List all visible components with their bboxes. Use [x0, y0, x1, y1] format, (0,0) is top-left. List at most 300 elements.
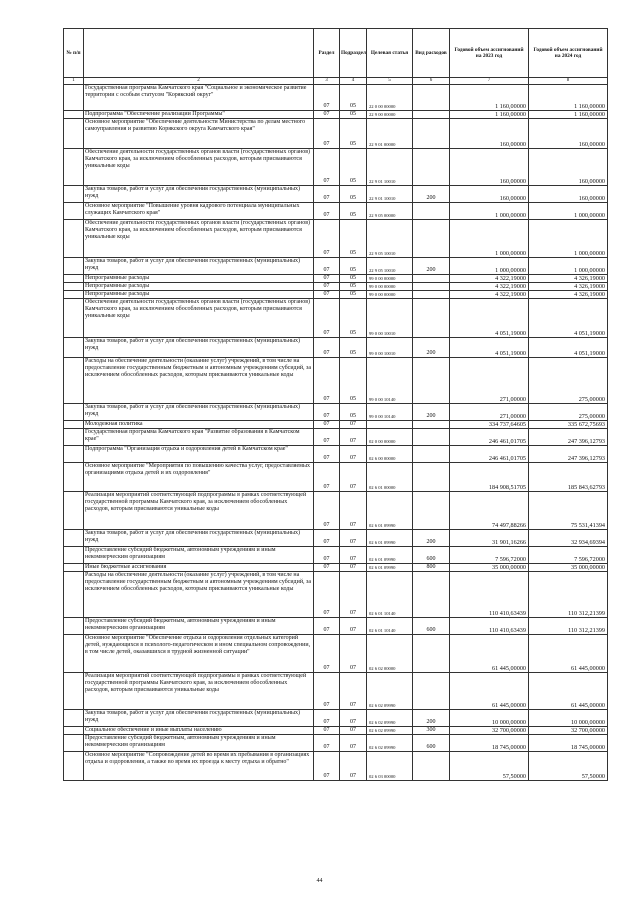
subsection-cell: 05 — [340, 149, 367, 186]
target-article-cell: 02 6 01 00000 — [367, 463, 413, 492]
table-row — [64, 618, 608, 635]
table-header-row — [64, 29, 608, 78]
row-number-cell — [64, 299, 84, 338]
row-name-cell: Закупка товаров, работ и услуг для обеспечения государственных (муниципальных) нужд — [84, 186, 314, 203]
expense-type-cell — [413, 463, 450, 492]
allocation-2024-cell: 75 531,41394 — [529, 492, 608, 530]
allocation-2023-cell: 4 051,19000 — [450, 299, 529, 338]
target-article-cell — [367, 421, 413, 429]
allocation-2023-cell: 1 160,00000 — [450, 85, 529, 111]
row-name-cell: Подпрограмма "Организация отдыха и оздоровления детей в Камчатском крае" — [84, 446, 314, 463]
column-number: 6 — [413, 78, 450, 85]
allocation-2024-cell: 4 051,19000 — [529, 299, 608, 338]
target-article-cell: 02 6 01 10140 — [367, 618, 413, 635]
row-name-cell: Расходы на обеспечение деятельности (оказание услуг) учреждений, в том числе на предоставление государственным бюджетным и автономным учреждениям субсидий, за исключением обособленных расходов, которым присваиваются уникальные коды — [84, 572, 314, 618]
section-cell: 07 — [314, 119, 340, 149]
table-row — [64, 735, 608, 752]
row-number-cell — [64, 404, 84, 421]
allocation-2023-cell: 4 322,19000 — [450, 275, 529, 283]
subsection-cell: 05 — [340, 404, 367, 421]
target-article-cell: 02 0 00 00000 — [367, 429, 413, 446]
allocation-2023-cell: 184 908,51705 — [450, 463, 529, 492]
budget-table-sheet — [63, 28, 607, 781]
allocation-2023-cell: 31 901,16266 — [450, 530, 529, 547]
expense-type-cell — [413, 149, 450, 186]
subsection-cell: 05 — [340, 111, 367, 119]
table-row — [64, 492, 608, 530]
allocation-2023-cell: 160,00000 — [450, 186, 529, 203]
row-number-cell — [64, 85, 84, 111]
row-number-cell — [64, 149, 84, 186]
table-row — [64, 421, 608, 429]
allocation-2023-cell: 61 445,00000 — [450, 635, 529, 673]
allocation-2024-cell: 7 596,72000 — [529, 547, 608, 564]
table-row — [64, 727, 608, 735]
allocation-2024-cell: 247 396,12793 — [529, 446, 608, 463]
target-article-cell: 22 0 00 00000 — [367, 85, 413, 111]
row-number-cell — [64, 111, 84, 119]
target-article-cell: 02 6 02 09990 — [367, 710, 413, 727]
subsection-cell: 07 — [340, 429, 367, 446]
subsection-cell: 07 — [340, 530, 367, 547]
allocation-2024-cell: 4 326,19000 — [529, 275, 608, 283]
row-number-cell — [64, 572, 84, 618]
column-number: 7 — [450, 78, 529, 85]
subsection-cell: 05 — [340, 275, 367, 283]
row-number-cell — [64, 429, 84, 446]
row-name-cell: Предоставление субсидий бюджетным, автономным учреждениям и иным некоммерческим организациям — [84, 618, 314, 635]
section-cell: 07 — [314, 291, 340, 299]
expense-type-cell — [413, 572, 450, 618]
expense-type-cell — [413, 203, 450, 220]
table-row — [64, 338, 608, 358]
row-number-cell — [64, 547, 84, 564]
row-name-cell: Непрограммные расходы — [84, 291, 314, 299]
column-number: 2 — [84, 78, 314, 85]
section-cell: 07 — [314, 149, 340, 186]
row-name-cell: Расходы на обеспечение деятельности (оказание услуг) учреждений, в том числе на предоставление государственным бюджетным и автономным учреждениям субсидий, за исключением обособленных расходов, которым присваиваются уникальные коды — [84, 358, 314, 404]
allocation-2023-cell: 246 461,01705 — [450, 429, 529, 446]
allocation-2023-cell: 74 497,88266 — [450, 492, 529, 530]
allocation-2024-cell: 1 160,00000 — [529, 85, 608, 111]
row-name-cell: Непрограммные расходы — [84, 283, 314, 291]
row-name-cell: Предоставление субсидий бюджетным, автономным учреждениям и иным некоммерческим организациям — [84, 547, 314, 564]
expense-type-cell: 200 — [413, 186, 450, 203]
allocation-2023-cell: 160,00000 — [450, 119, 529, 149]
row-name-cell: Закупка товаров, работ и услуг для обеспечения государственных (муниципальных) нужд — [84, 710, 314, 727]
allocation-2023-cell: 7 596,72000 — [450, 547, 529, 564]
allocation-2023-cell: 1 160,00000 — [450, 111, 529, 119]
expense-type-cell: 200 — [413, 404, 450, 421]
row-number-cell — [64, 220, 84, 258]
target-article-cell: 02 6 02 00000 — [367, 635, 413, 673]
expense-type-cell: 200 — [413, 530, 450, 547]
subsection-cell: 07 — [340, 618, 367, 635]
subsection-cell: 05 — [340, 338, 367, 358]
section-cell: 07 — [314, 673, 340, 710]
budget-allocation-table — [63, 28, 608, 781]
table-row — [64, 752, 608, 781]
allocation-2024-cell: 61 445,00000 — [529, 635, 608, 673]
row-name-cell: Закупка товаров, работ и услуг для обеспечения государственных (муниципальных) нужд — [84, 530, 314, 547]
header-subsection: Подраздел — [340, 29, 367, 78]
table-row — [64, 635, 608, 673]
allocation-2023-cell: 246 461,01705 — [450, 446, 529, 463]
allocation-2023-cell: 18 745,00000 — [450, 735, 529, 752]
target-article-cell: 99 0 00 10140 — [367, 358, 413, 404]
section-cell: 07 — [314, 404, 340, 421]
section-cell: 07 — [314, 618, 340, 635]
section-cell: 07 — [314, 710, 340, 727]
allocation-2023-cell: 4 322,19000 — [450, 283, 529, 291]
target-article-cell: 02 6 00 00000 — [367, 446, 413, 463]
allocation-2024-cell: 160,00000 — [529, 186, 608, 203]
expense-type-cell: 300 — [413, 727, 450, 735]
allocation-2024-cell: 1 000,00000 — [529, 203, 608, 220]
section-cell: 07 — [314, 752, 340, 781]
row-number-cell — [64, 735, 84, 752]
allocation-2023-cell: 271,00000 — [450, 404, 529, 421]
row-name-cell: Социальное обеспечение и иные выплаты населению — [84, 727, 314, 735]
allocation-2023-cell: 1 000,00000 — [450, 220, 529, 258]
allocation-2024-cell: 160,00000 — [529, 119, 608, 149]
target-article-cell: 99 0 00 10010 — [367, 299, 413, 338]
allocation-2024-cell: 18 745,00000 — [529, 735, 608, 752]
target-article-cell: 22 9 05 10010 — [367, 220, 413, 258]
allocation-2023-cell: 334 737,64605 — [450, 421, 529, 429]
subsection-cell: 07 — [340, 547, 367, 564]
row-number-cell — [64, 727, 84, 735]
allocation-2023-cell: 10 000,00000 — [450, 710, 529, 727]
expense-type-cell — [413, 283, 450, 291]
row-name-cell: Основное мероприятие "Повышение уровня кадрового потенциала муниципальных служащих Камчатского края" — [84, 203, 314, 220]
header-number: № п/п — [64, 29, 84, 78]
target-article-cell: 99 0 00 00000 — [367, 283, 413, 291]
subsection-cell: 05 — [340, 119, 367, 149]
allocation-2023-cell: 4 322,19000 — [450, 291, 529, 299]
section-cell: 07 — [314, 85, 340, 111]
allocation-2024-cell: 110 312,21399 — [529, 618, 608, 635]
expense-type-cell — [413, 85, 450, 111]
row-name-cell: Подпрограмма "Обеспечение реализации Программы" — [84, 111, 314, 119]
row-number-cell — [64, 119, 84, 149]
subsection-cell: 05 — [340, 186, 367, 203]
allocation-2023-cell: 160,00000 — [450, 149, 529, 186]
table-row — [64, 203, 608, 220]
expense-type-cell: 600 — [413, 735, 450, 752]
row-number-cell — [64, 421, 84, 429]
subsection-cell: 07 — [340, 752, 367, 781]
subsection-cell: 07 — [340, 673, 367, 710]
target-article-cell: 99 0 00 00000 — [367, 275, 413, 283]
section-cell: 07 — [314, 338, 340, 358]
row-name-cell: Закупка товаров, работ и услуг для обеспечения государственных (муниципальных) нужд — [84, 338, 314, 358]
subsection-cell: 05 — [340, 299, 367, 338]
expense-type-cell — [413, 119, 450, 149]
subsection-cell: 07 — [340, 635, 367, 673]
table-row — [64, 564, 608, 572]
table-row — [64, 119, 608, 149]
row-name-cell: Закупка товаров, работ и услуг для обеспечения государственных (муниципальных) нужд — [84, 404, 314, 421]
target-article-cell: 22 9 01 10010 — [367, 149, 413, 186]
table-row — [64, 299, 608, 338]
expense-type-cell — [413, 220, 450, 258]
allocation-2023-cell: 1 000,00000 — [450, 203, 529, 220]
row-number-cell — [64, 530, 84, 547]
allocation-2023-cell: 110 410,63439 — [450, 618, 529, 635]
allocation-2024-cell: 1 000,00000 — [529, 220, 608, 258]
row-name-cell: Основное мероприятие "Сопровождение детей во время их пребывания в организациях отдыха и оздоровления, а также во время их проезда к месту отдыха и обратно" — [84, 752, 314, 781]
target-article-cell: 22 9 05 00000 — [367, 203, 413, 220]
row-number-cell — [64, 752, 84, 781]
allocation-2024-cell: 185 843,62793 — [529, 463, 608, 492]
subsection-cell: 05 — [340, 220, 367, 258]
section-cell: 07 — [314, 735, 340, 752]
table-row — [64, 186, 608, 203]
section-cell: 07 — [314, 283, 340, 291]
subsection-cell: 07 — [340, 463, 367, 492]
subsection-cell: 05 — [340, 358, 367, 404]
header-allocation-2024: Годовой объем ассигнований на 2024 год — [529, 29, 608, 78]
row-number-cell — [64, 710, 84, 727]
expense-type-cell: 200 — [413, 258, 450, 275]
section-cell: 07 — [314, 299, 340, 338]
allocation-2024-cell: 110 312,21399 — [529, 572, 608, 618]
row-number-cell — [64, 186, 84, 203]
target-article-cell: 99 0 00 10140 — [367, 404, 413, 421]
table-row — [64, 149, 608, 186]
section-cell: 07 — [314, 220, 340, 258]
table-row — [64, 404, 608, 421]
subsection-cell: 05 — [340, 258, 367, 275]
subsection-cell: 05 — [340, 283, 367, 291]
allocation-2024-cell: 1 000,00000 — [529, 258, 608, 275]
expense-type-cell: 600 — [413, 547, 450, 564]
row-number-cell — [64, 673, 84, 710]
section-cell: 07 — [314, 727, 340, 735]
row-name-cell: Реализация мероприятий соответствующей подпрограммы в рамках соответствующей государственной программы Камчатского края, за исключением обособленных расходов, которым присваиваются уникальные коды — [84, 492, 314, 530]
column-number-row — [64, 78, 608, 85]
subsection-cell: 05 — [340, 291, 367, 299]
expense-type-cell: 800 — [413, 564, 450, 572]
allocation-2023-cell: 35 000,00000 — [450, 564, 529, 572]
row-name-cell: Иные бюджетные ассигнования — [84, 564, 314, 572]
header-expense-type: Вид расходов — [413, 29, 450, 78]
section-cell: 07 — [314, 530, 340, 547]
row-number-cell — [64, 463, 84, 492]
allocation-2023-cell: 110 410,63439 — [450, 572, 529, 618]
row-name-cell: Обеспечение деятельности государственных органов власти (государственных органов) Камчатского края, за исключением обособленных расходов, которым присваиваются уникальные коды — [84, 299, 314, 338]
target-article-cell: 22 9 01 10010 — [367, 186, 413, 203]
allocation-2024-cell: 32 934,69394 — [529, 530, 608, 547]
section-cell: 07 — [314, 111, 340, 119]
allocation-2023-cell: 4 051,19000 — [450, 338, 529, 358]
subsection-cell: 07 — [340, 421, 367, 429]
allocation-2024-cell: 275,00000 — [529, 404, 608, 421]
subsection-cell: 07 — [340, 735, 367, 752]
section-cell: 07 — [314, 446, 340, 463]
subsection-cell: 07 — [340, 727, 367, 735]
header-target-article: Целевая статья — [367, 29, 413, 78]
row-number-cell — [64, 358, 84, 404]
expense-type-cell — [413, 299, 450, 338]
table-row — [64, 85, 608, 111]
row-number-cell — [64, 275, 84, 283]
allocation-2024-cell: 4 051,19000 — [529, 338, 608, 358]
row-number-cell — [64, 618, 84, 635]
target-article-cell: 22 9 05 10010 — [367, 258, 413, 275]
subsection-cell: 07 — [340, 446, 367, 463]
subsection-cell: 07 — [340, 572, 367, 618]
allocation-2023-cell: 271,00000 — [450, 358, 529, 404]
expense-type-cell: 200 — [413, 710, 450, 727]
table-row — [64, 275, 608, 283]
section-cell: 07 — [314, 635, 340, 673]
allocation-2024-cell: 335 672,75693 — [529, 421, 608, 429]
section-cell: 07 — [314, 275, 340, 283]
target-article-cell: 02 6 01 09990 — [367, 530, 413, 547]
header-section: Раздел — [314, 29, 340, 78]
expense-type-cell: 200 — [413, 338, 450, 358]
section-cell: 07 — [314, 463, 340, 492]
table-row — [64, 220, 608, 258]
subsection-cell: 05 — [340, 85, 367, 111]
target-article-cell: 02 6 02 09990 — [367, 727, 413, 735]
row-name-cell: Основное мероприятие "Мероприятия по повышению качества услуг, предоставляемых организациями отдыха детей и их оздоровления" — [84, 463, 314, 492]
row-name-cell: Государственная программа Камчатского края "Развитие образования в Камчатском крае" — [84, 429, 314, 446]
expense-type-cell — [413, 111, 450, 119]
row-number-cell — [64, 283, 84, 291]
target-article-cell: 02 6 02 09990 — [367, 735, 413, 752]
target-article-cell: 22 9 00 00000 — [367, 111, 413, 119]
column-number: 5 — [367, 78, 413, 85]
table-row — [64, 530, 608, 547]
table-row — [64, 673, 608, 710]
subsection-cell: 07 — [340, 710, 367, 727]
target-article-cell: 99 0 00 00000 — [367, 291, 413, 299]
allocation-2024-cell: 4 326,19000 — [529, 291, 608, 299]
expense-type-cell — [413, 492, 450, 530]
allocation-2023-cell: 1 000,00000 — [450, 258, 529, 275]
allocation-2023-cell: 57,50000 — [450, 752, 529, 781]
target-article-cell: 02 6 02 09990 — [367, 673, 413, 710]
column-number: 8 — [529, 78, 608, 85]
expense-type-cell — [413, 429, 450, 446]
table-row — [64, 710, 608, 727]
target-article-cell: 02 6 03 00000 — [367, 752, 413, 781]
row-number-cell — [64, 635, 84, 673]
target-article-cell: 02 6 01 10140 — [367, 572, 413, 618]
header-allocation-2023: Годовой объем ассигнований на 2023 год — [450, 29, 529, 78]
row-name-cell: Закупка товаров, работ и услуг для обеспечения государственных (муниципальных) нужд — [84, 258, 314, 275]
table-row — [64, 291, 608, 299]
allocation-2024-cell: 61 445,00000 — [529, 673, 608, 710]
expense-type-cell — [413, 275, 450, 283]
allocation-2023-cell: 32 700,00000 — [450, 727, 529, 735]
expense-type-cell — [413, 673, 450, 710]
allocation-2024-cell: 1 160,00000 — [529, 111, 608, 119]
section-cell: 07 — [314, 429, 340, 446]
allocation-2024-cell: 160,00000 — [529, 149, 608, 186]
header-name — [84, 29, 314, 78]
section-cell: 07 — [314, 358, 340, 404]
row-name-cell: Предоставление субсидий бюджетным, автономным учреждениям и иным некоммерческим организациям — [84, 735, 314, 752]
row-name-cell: Реализация мероприятий соответствующей подпрограммы в рамках соответствующей государственной программы Камчатского края, за исключением обособленных расходов, которым присваиваются уникальные коды — [84, 673, 314, 710]
table-row — [64, 111, 608, 119]
table-row — [64, 358, 608, 404]
table-row — [64, 258, 608, 275]
section-cell: 07 — [314, 258, 340, 275]
allocation-2024-cell: 32 700,00000 — [529, 727, 608, 735]
table-row — [64, 463, 608, 492]
expense-type-cell: 600 — [413, 618, 450, 635]
expense-type-cell — [413, 752, 450, 781]
target-article-cell: 22 9 01 00000 — [367, 119, 413, 149]
row-name-cell: Молодежная политика — [84, 421, 314, 429]
column-number: 3 — [314, 78, 340, 85]
page-number: 44 — [316, 878, 323, 884]
section-cell: 07 — [314, 572, 340, 618]
expense-type-cell — [413, 635, 450, 673]
allocation-2024-cell: 4 326,19000 — [529, 283, 608, 291]
row-number-cell — [64, 492, 84, 530]
section-cell: 07 — [314, 203, 340, 220]
target-article-cell: 02 6 01 09990 — [367, 492, 413, 530]
expense-type-cell — [413, 291, 450, 299]
row-number-cell — [64, 203, 84, 220]
section-cell: 07 — [314, 547, 340, 564]
expense-type-cell — [413, 358, 450, 404]
row-name-cell: Государственная программа Камчатского края "Социальное и экономическое развитие территории с особым статусом "Корякский округ" — [84, 85, 314, 111]
allocation-2024-cell: 247 396,12793 — [529, 429, 608, 446]
row-number-cell — [64, 446, 84, 463]
row-name-cell: Обеспечение деятельности государственных органов власти (государственных органов) Камчатского края, за исключением обособленных расходов, которым присваиваются уникальные коды — [84, 220, 314, 258]
row-number-cell — [64, 338, 84, 358]
expense-type-cell — [413, 421, 450, 429]
row-number-cell — [64, 291, 84, 299]
row-name-cell: Обеспечение деятельности государственных органов власти (государственных органов) Камчатского края, за исключением обособленных расходов, которым присваиваются уникальные коды — [84, 149, 314, 186]
row-name-cell: Основное мероприятие "Обеспечение отдыха и оздоровления отдельных категорий детей, нуждающихся в психолого-педагогическом и ином специальном сопровождении, в том числе детей, оказавшихся в трудной жизненной ситуации" — [84, 635, 314, 673]
allocation-2024-cell: 35 000,00000 — [529, 564, 608, 572]
allocation-2024-cell: 57,50000 — [529, 752, 608, 781]
section-cell: 07 — [314, 564, 340, 572]
column-number: 1 — [64, 78, 84, 85]
section-cell: 07 — [314, 421, 340, 429]
allocation-2024-cell: 10 000,00000 — [529, 710, 608, 727]
row-number-cell — [64, 564, 84, 572]
table-row — [64, 429, 608, 446]
table-row — [64, 446, 608, 463]
expense-type-cell — [413, 446, 450, 463]
subsection-cell: 07 — [340, 564, 367, 572]
row-name-cell: Непрограммные расходы — [84, 275, 314, 283]
subsection-cell: 07 — [340, 492, 367, 530]
subsection-cell: 05 — [340, 203, 367, 220]
allocation-2023-cell: 61 445,00000 — [450, 673, 529, 710]
table-row — [64, 572, 608, 618]
target-article-cell: 02 6 01 09990 — [367, 564, 413, 572]
target-article-cell: 99 0 00 10010 — [367, 338, 413, 358]
row-number-cell — [64, 258, 84, 275]
allocation-2024-cell: 275,00000 — [529, 358, 608, 404]
section-cell: 07 — [314, 492, 340, 530]
section-cell: 07 — [314, 186, 340, 203]
row-name-cell: Основное мероприятие "Обеспечение деятельности Министерства по делам местного самоуправления и развитию Корякского округа Камчатского края" — [84, 119, 314, 149]
column-number: 4 — [340, 78, 367, 85]
target-article-cell: 02 6 01 09990 — [367, 547, 413, 564]
table-row — [64, 547, 608, 564]
table-row — [64, 283, 608, 291]
